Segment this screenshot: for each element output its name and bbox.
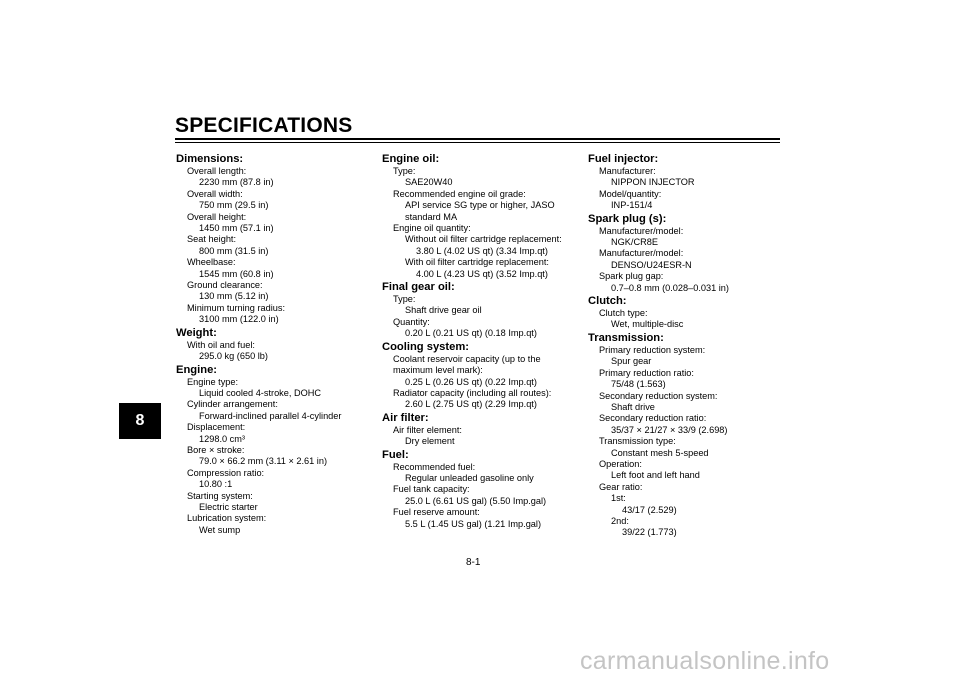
spec-label: Fuel reserve amount:: [393, 507, 480, 518]
spec-value: Regular unleaded gasoline only: [405, 472, 534, 483]
spec-label: Engine type:: [187, 376, 239, 387]
spec-value: Liquid cooled 4-stroke, DOHC: [199, 387, 322, 398]
spec-value: 79.0 × 66.2 mm (3.11 × 2.61 in): [199, 456, 328, 467]
spec-label: maximum level mark):: [393, 365, 483, 376]
spec-heading: Weight:: [176, 326, 217, 339]
spec-heading: Spark plug (s):: [588, 212, 667, 225]
spec-value: SAE20W40: [405, 177, 453, 188]
spec-heading: Clutch:: [588, 295, 627, 308]
spec-value: NGK/CR8E: [611, 237, 658, 248]
spec-value: Spur gear: [611, 356, 652, 367]
spec-value: Wet, multiple-disc: [611, 319, 684, 330]
spec-value: API service SG type or higher, JASO: [405, 200, 555, 211]
spec-label: Minimum turning radius:: [187, 302, 286, 313]
spec-label: Displacement:: [187, 422, 246, 433]
spec-column-3: [588, 152, 788, 539]
spec-value: Dry element: [405, 436, 455, 447]
spec-column-2: [382, 152, 582, 530]
spec-value: 2.60 L (2.75 US qt) (2.29 Imp.qt): [405, 399, 537, 410]
spec-label: Quantity:: [393, 316, 430, 327]
spec-label: Cylinder arrangement:: [187, 399, 278, 410]
spec-label: Operation:: [599, 458, 642, 469]
spec-value: Shaft drive: [611, 401, 655, 412]
spec-label: Seat height:: [187, 234, 237, 245]
spec-label: Coolant reservoir capacity (up to the: [393, 353, 541, 364]
spec-label: Secondary reduction system:: [599, 390, 718, 401]
spec-value: NIPPON INJECTOR: [611, 177, 695, 188]
spec-label: Secondary reduction ratio:: [599, 413, 707, 424]
spec-label: Transmission type:: [599, 436, 676, 447]
spec-value: 25.0 L (6.61 US gal) (5.50 Imp.gal): [405, 495, 547, 506]
spec-value: 1450 mm (57.1 in): [199, 223, 274, 234]
spec-column-1: [176, 152, 376, 536]
spec-value: 295.0 kg (650 lb): [199, 351, 268, 362]
spec-value: 0.7–0.8 mm (0.028–0.031 in): [611, 282, 729, 293]
spec-label: Recommended engine oil grade:: [393, 188, 526, 199]
spec-value: 1st:: [611, 493, 626, 504]
spec-heading: Air filter:: [382, 411, 429, 424]
spec-heading: Dimensions:: [176, 153, 244, 165]
spec-label: Lubrication system:: [187, 513, 267, 524]
spec-value: Left foot and left hand: [611, 470, 700, 481]
spec-label: Starting system:: [187, 490, 253, 501]
title-rule-thin: [175, 142, 780, 143]
spec-label: Manufacturer:: [599, 166, 656, 176]
spec-label: Model/quantity:: [599, 188, 662, 199]
spec-label: Recommended fuel:: [393, 461, 476, 472]
spec-label: Overall width:: [187, 188, 243, 199]
spec-value: 75/48 (1.563): [611, 379, 666, 390]
spec-value: DENSO/U24ESR-N: [611, 259, 692, 270]
spec-value: 43/17 (2.529): [622, 504, 677, 515]
spec-label: Bore × stroke:: [187, 444, 245, 455]
spec-value: 3100 mm (122.0 in): [199, 314, 279, 325]
spec-value: 4.00 L (4.23 US qt) (3.52 Imp.qt): [416, 268, 548, 279]
spec-label: Overall length:: [187, 166, 247, 176]
section-tab: 8: [119, 403, 161, 439]
spec-value: 2230 mm (87.8 in): [199, 177, 274, 188]
spec-value: 1298.0 cm³: [199, 433, 245, 444]
spec-value: 130 mm (5.12 in): [199, 291, 269, 302]
spec-label: Manufacturer/model:: [599, 248, 684, 259]
spec-heading: Cooling system:: [382, 340, 470, 353]
spec-value: INP-151/4: [611, 200, 653, 211]
spec-value: With oil filter cartridge replacement:: [405, 257, 549, 268]
spec-label: Engine oil quantity:: [393, 223, 471, 234]
page-number: 8-1: [466, 557, 481, 568]
spec-label: Type:: [393, 166, 416, 176]
spec-label: Fuel tank capacity:: [393, 484, 470, 495]
spec-label: Primary reduction system:: [599, 344, 706, 355]
spec-value: 5.5 L (1.45 US gal) (1.21 Imp.gal): [405, 518, 542, 529]
spec-heading: Engine oil:: [382, 153, 440, 165]
spec-value: 1545 mm (60.8 in): [199, 268, 274, 279]
spec-value: Wet sump: [199, 524, 241, 535]
spec-label: Manufacturer/model:: [599, 225, 684, 236]
spec-value: 0.25 L (0.26 US qt) (0.22 Imp.qt): [405, 376, 537, 387]
spec-value: standard MA: [405, 211, 458, 222]
watermark: carmanualsonline.info: [580, 647, 830, 675]
spec-label: Radiator capacity (including all routes):: [393, 387, 552, 398]
spec-value: 39/22 (1.773): [622, 527, 677, 538]
spec-value: 35/37 × 21/27 × 33/9 (2.698): [611, 424, 728, 435]
spec-value: 0.20 L (0.21 US qt) (0.18 Imp.qt): [405, 328, 537, 339]
spec-value: Forward-inclined parallel 4-cylinder: [199, 410, 342, 421]
spec-label: Spark plug gap:: [599, 271, 664, 282]
spec-value: 800 mm (31.5 in): [199, 245, 269, 256]
spec-label: Gear ratio:: [599, 481, 643, 492]
spec-label: Wheelbase:: [187, 257, 236, 268]
spec-label: Ground clearance:: [187, 280, 263, 291]
page-title: SPECIFICATIONS: [175, 114, 353, 137]
spec-label: Type:: [393, 294, 416, 305]
spec-label: With oil and fuel:: [187, 339, 255, 350]
spec-heading: Fuel injector:: [588, 153, 659, 165]
spec-label: Overall height:: [187, 211, 247, 222]
spec-value: Constant mesh 5-speed: [611, 447, 709, 458]
spec-heading: Final gear oil:: [382, 281, 455, 294]
spec-label: Primary reduction ratio:: [599, 367, 694, 378]
spec-value: 750 mm (29.5 in): [199, 200, 269, 211]
spec-label: Clutch type:: [599, 308, 648, 319]
spec-value: 2nd:: [611, 515, 629, 526]
spec-value: Without oil filter cartridge replacement:: [405, 234, 562, 245]
spec-value: Electric starter: [199, 501, 258, 512]
spec-heading: Fuel:: [382, 448, 409, 461]
title-rule: [175, 138, 780, 140]
spec-value: Shaft drive gear oil: [405, 305, 482, 316]
spec-heading: Transmission:: [588, 331, 664, 344]
spec-label: Compression ratio:: [187, 467, 265, 478]
spec-value: 10.80 :1: [199, 479, 233, 490]
spec-heading: Engine:: [176, 363, 218, 376]
spec-label: Air filter element:: [393, 424, 462, 435]
spec-value: 3.80 L (4.02 US qt) (3.34 Imp.qt): [416, 245, 548, 256]
